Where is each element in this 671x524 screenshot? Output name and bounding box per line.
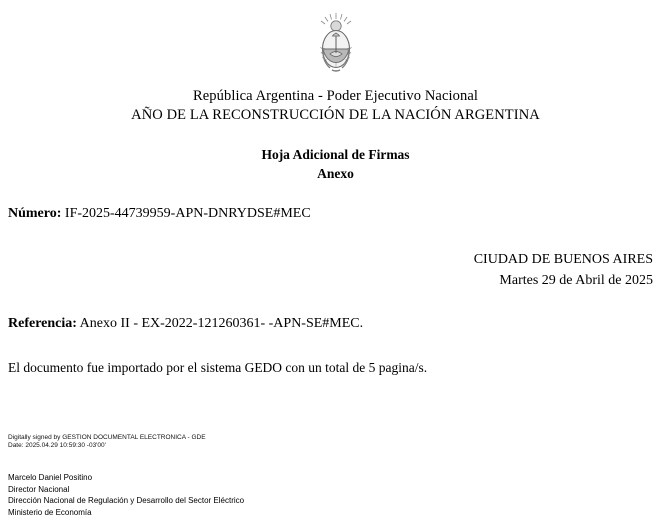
- signer-role: Director Nacional: [8, 484, 70, 494]
- date-text: Martes 29 de Abril de 2025: [499, 273, 653, 288]
- signature-spacer: [8, 450, 508, 472]
- digital-signature-block: [8, 434, 508, 518]
- signer-ministry: Ministerio de Economía: [8, 507, 92, 517]
- signature-signed-by: Digitally signed by GESTION DOCUMENTAL ELECTRONICA - GDE: [8, 434, 206, 441]
- header-line-country: República Argentina - Poder Ejecutivo Nacional: [193, 88, 478, 104]
- number-field: [0, 205, 671, 223]
- argentina-coat-of-arms-icon: [310, 12, 362, 78]
- number-value: IF-2025-44739959-APN-DNRYDSE#MEC: [64, 206, 311, 221]
- city-text: CIUDAD DE BUENOS AIRES: [473, 252, 653, 267]
- document-header: [0, 87, 671, 125]
- page-title: [0, 145, 671, 183]
- header-line-year: AÑO DE LA RECONSTRUCCIÓN DE LA NACIÓN ARGENTINA: [131, 107, 540, 123]
- reference-label: Referencia:: [8, 316, 77, 331]
- signer-name: Marcelo Daniel Positino: [8, 473, 93, 482]
- title-sub: Anexo: [317, 166, 354, 181]
- crest-container: [0, 0, 671, 83]
- reference-field: [0, 315, 671, 333]
- body-text: El documento fue importado por el sistema GEDO con un total de 5 pagina/s.: [8, 360, 428, 375]
- location-date-block: [0, 249, 671, 291]
- title-main: Hoja Adicional de Firmas: [261, 147, 410, 162]
- signature-date: Date: 2025.04.29 10:59:30 -03'00': [8, 442, 106, 449]
- number-label: Número:: [8, 206, 62, 221]
- reference-value: Anexo II - EX-2022-121260361- -APN-SE#MEC.: [79, 316, 364, 331]
- signer-office: Dirección Nacional de Regulación y Desarrollo del Sector Eléctrico: [8, 496, 245, 505]
